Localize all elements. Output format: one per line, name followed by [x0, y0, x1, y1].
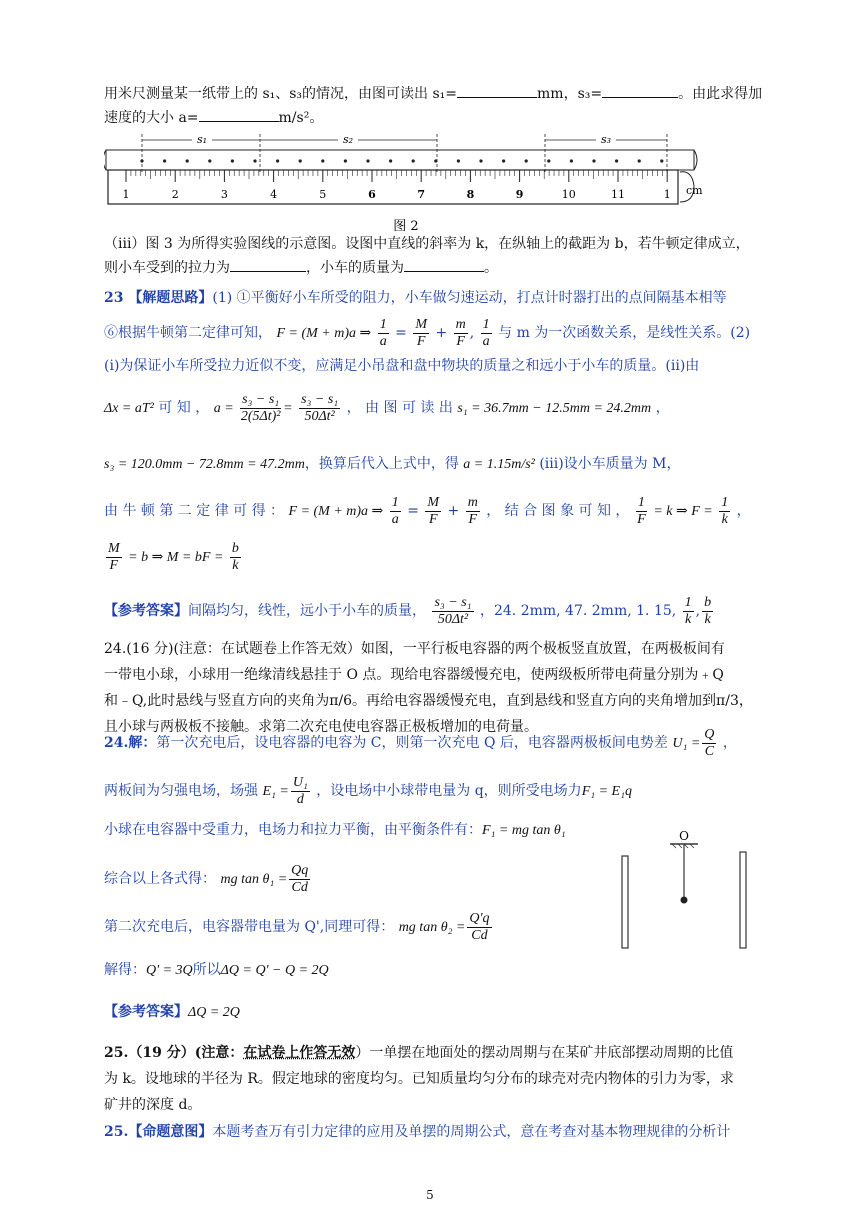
sol24-line5: 第二次充电后，电容器带电量为 Q',同理可得： mg tan θ₂ = $\frac{Q'q}{Cd}$: [104, 910, 490, 943]
ruler-label: 5: [319, 188, 327, 201]
eq-s3: s₃ = 120.0mm − 72.8mm = 47.2mm: [104, 457, 305, 472]
sol23-line4: Δx = aT² 可 知 ， a = $\frac{\text{s₃ − s₁}}{\text{2(5Δt)²}}$ = $\frac{\text{s₃ − s₁}}{\text{50Δt²}}$ ， 由 图 可 读 出 s₁ = 36.7mm − 12.5mm = 24.2mm ，: [104, 391, 670, 424]
tape-dot: [570, 159, 573, 162]
blank-mass: [404, 257, 484, 272]
ruler-label: 6: [368, 188, 376, 201]
sol24-s2a: 两板间为匀强电场，场强: [104, 783, 258, 799]
sol23-p5b: ，换算后代入上式中，得: [304, 456, 464, 472]
ruler-label: 10: [561, 188, 576, 201]
ans23-1: 间隔均匀，线性，远小于小车的质量，: [188, 603, 426, 619]
tape-dot: [389, 159, 392, 162]
unit-cm: cm: [686, 184, 703, 197]
tape-dot: [638, 159, 641, 162]
sol23-answer: 【参考答案】间隔均匀，线性，远小于小车的质量， $\frac{\text{s₃ − s₁}}{\text{50Δt²}}$ ，24. 2mm, 47. 2mm, 1. 15, $\frac{1}{k}$ , $\frac{b}{k}$: [104, 594, 712, 627]
sol24-s6a: 解得：: [104, 962, 146, 978]
q22-unit: m/s²。: [278, 110, 324, 126]
q25-l3: 矿井的深度 d。: [104, 1097, 202, 1113]
tape-dot: [457, 159, 460, 162]
sol23-line3: [104, 354, 780, 378]
q22-iii-2c: 。: [484, 260, 498, 276]
figure-caption: 图 2: [393, 219, 419, 234]
ans23-2: ，24. 2mm, 47. 2mm, 1. 15,: [479, 603, 677, 619]
sol25-text: 本题考查万有引力定律的应用及单摆的周期公式，意在考查对基本物理规律的分析计: [212, 1124, 731, 1140]
ruler-ticks: [126, 170, 667, 182]
eq-f1: F₁ = mg tan θ₁: [482, 823, 566, 838]
q24-l4: 且小球与两极板不接触。求第二次充电使电容器正极板增加的电荷量。: [104, 719, 538, 735]
eq-a: a = 1.15m/s²: [463, 457, 535, 472]
eq-newton-2: F = (M + m)a ⇒: [288, 504, 384, 519]
q22-iii-2b: ，小车的质量为: [306, 260, 404, 276]
tape-dot: [344, 159, 347, 162]
q22-mm: mm，s₃=: [537, 86, 603, 102]
tape-dot: [231, 159, 234, 162]
eq-k: = k ⇒ F =: [653, 504, 713, 519]
sol24-s3: 小球在电容器中受重力，电场力和拉力平衡，由平衡条件有：: [104, 822, 482, 838]
sol23-p3: (i)为保证小车所受拉力近似不变，应满足小吊盘和盘中物块的质量之和远小于小车的质量。(ii)由: [104, 358, 700, 374]
sol24-s2b: ，设电场中小球带电量为 q，则所受电场力: [316, 783, 582, 799]
sol24-line6: [104, 958, 780, 983]
sol24-s6c: 所以: [192, 962, 221, 978]
sol24-line1: 24.解：第一次充电后，设电容器的电容为 C，则第一次充电 Q 后，电容器两极板间电势差 U₁ = $\frac{Q}{C}$ ，: [104, 726, 737, 759]
ruler-labels: [123, 188, 671, 201]
sol24-head: 24.解：: [104, 735, 157, 751]
sol23-line6: 由 牛 顿 第 二 定 律 可 得 ： F = (M + m)a ⇒ $\frac{1}{a}$ = $\frac{M}{F}$ + $\frac{m}{F}$ ， 结 合 图 象 可 知 ， $\frac{1}{F}$ = k ⇒ F = $\frac{1}{k}$ ，: [104, 494, 751, 527]
tape-dot: [163, 159, 166, 162]
tape-dot: [525, 159, 528, 162]
q22-iii: [104, 232, 780, 280]
sol23-p6c: ， 结 合 图 象 可 知 ，: [486, 503, 630, 519]
ruler-label: 2: [171, 188, 179, 201]
q22-iii-line1: （iii）图 3 为所得实验图线的示意图。设图中直线的斜率为 k，在纵轴上的截距为 b，若牛顿定律成立，: [104, 236, 750, 252]
q24-l2: 一带电小球，小球用一绝缘清线悬挂于 O 点。现给电容器缓慢充电，使两级板所带电荷量分别为﹢Q: [104, 667, 724, 683]
tape-dot: [253, 159, 256, 162]
sol24-line2: 两板间为匀强电场，场强 E₁ = $\frac{\text{U₁}}{d}$ ，设电场中小球带电量为 q，则所受电场力F₁ = E₁q: [104, 774, 632, 807]
tape-dot: [186, 159, 189, 162]
eq-q-prime: Q' = 3Q: [146, 963, 193, 978]
ruler-label: 1: [122, 188, 130, 201]
sol23-p4c: ， 由 图 可 读 出: [346, 400, 458, 416]
sol24-s5: 第二次充电后，电容器带电量为 Q',同理可得：: [104, 919, 395, 935]
point-o-label: O: [679, 829, 689, 843]
sol23-line1: [104, 286, 780, 310]
eq-delta-q: ΔQ = Q' − Q = 2Q: [220, 963, 329, 978]
blank-s1: [457, 83, 537, 98]
s3-label: s₃: [600, 133, 612, 146]
ruler-label: 1: [663, 188, 671, 201]
q25-solution: [104, 1120, 780, 1144]
q25-text: [104, 1040, 780, 1118]
q22-text: [104, 82, 780, 130]
q22-iii-2a: 则小车受到的拉力为: [104, 260, 230, 276]
tape-dot: [479, 159, 482, 162]
tape-dot: [366, 159, 369, 162]
ans23-head: 【参考答案】: [104, 603, 188, 619]
sol23-line5: [104, 452, 780, 477]
sol25-head: 25.【命题意图】: [104, 1124, 213, 1140]
sol24-s4: 综合以上各式得：: [104, 871, 216, 887]
ruler-label: 9: [515, 188, 524, 201]
sol23-line7: $\frac{M}{F}$ = b ⇒ M = bF = $\frac{b}{k}$: [108, 540, 239, 573]
sol24-s1: 第一次充电后，设电容器的电容为 C，则第一次充电 Q 后，电容器两极板间电势差: [156, 735, 668, 751]
sol23-p2b: 与 m 为一次函数关系，是线性关系。(2): [498, 325, 751, 341]
eq-delta-x: Δx = aT²: [104, 401, 154, 416]
tape-dot: [615, 159, 618, 162]
tape-dot: [592, 159, 595, 162]
tape-dot: [299, 159, 302, 162]
q24-l3: 和﹣Q,此时悬线与竖直方向的夹角为π/6。再给电容器缓慢充电，直到悬线和竖直方向的夹角增加到π/3，: [104, 693, 753, 709]
sol23-p4b: 可 知 ，: [153, 400, 210, 416]
q22-line1-end: 。由此求得加: [678, 86, 763, 102]
tape-dot: [321, 159, 324, 162]
tape-dots: [140, 159, 663, 162]
eq-newton: F = (M + m)a ⇒: [276, 326, 372, 341]
q22-line1: 用米尺测量某一纸带上的 s₁、s₃的情况，由图可读出 s₁=: [104, 86, 458, 102]
q25-l2: 为 k。设地球的半径为 R。假定地球的密度均匀。已知质量均匀分布的球壳对壳内物体的引力为零，求: [104, 1071, 734, 1087]
tape-dot: [276, 159, 279, 162]
s2-label: s₂: [342, 133, 354, 146]
eq-b: = b ⇒ M = bF =: [128, 550, 224, 565]
sol24-line4: 综合以上各式得： mg tan θ₁ = $\frac{Qq}{Cd}$: [104, 862, 309, 895]
sol23-head: 23 【解题思路】: [104, 290, 213, 306]
s1-label: s₁: [196, 133, 208, 146]
tape-dot: [502, 159, 505, 162]
sol23-p5d: (iii)设小车质量为 M，: [534, 456, 681, 472]
sol23-line2: ⑥根据牛顿第二定律可知， F = (M + m)a ⇒ $\frac{1}{a}$ = $\frac{M}{F}$ + $\frac{m}{F}$ , $\frac{1}{a}$ 与 m 为一次函数关系，是线性关系。(2): [104, 316, 751, 349]
page-number: 5: [426, 1188, 434, 1202]
capacitor-figure: [618, 826, 758, 950]
ans24: ΔQ = 2Q: [188, 1005, 240, 1020]
q25-l1b: 在试卷上作答无效: [243, 1045, 356, 1061]
q22-line2: 速度的大小 a=: [104, 110, 199, 126]
tape-dot: [547, 159, 550, 162]
q25-l1c: ）一单摆在地面处的摆动周期与在某矿井底部摆动周期的比值: [355, 1045, 734, 1061]
tape-dot: [412, 159, 415, 162]
blank-a: [199, 107, 279, 122]
sol23-p6a: 由 牛 顿 第 二 定 律 可 得 ：: [104, 503, 285, 519]
blank-force: [230, 257, 306, 272]
ruler-label: 3: [220, 188, 228, 201]
ruler-label: 4: [270, 188, 278, 201]
eq-s1: s₁ = 36.7mm − 12.5mm = 24.2mm: [457, 401, 652, 416]
ruler-figure: [104, 132, 708, 236]
blank-s3: [602, 83, 678, 98]
tape-dot: [660, 159, 663, 162]
tape-dot: [208, 159, 211, 162]
sol24-answer: [104, 1000, 780, 1025]
sol23-p2a: ⑥根据牛顿第二定律可知，: [104, 325, 272, 341]
ruler-label: 8: [466, 188, 475, 201]
q24-l1: 24.(16 分)(注意：在试题卷上作答无效）如图，一平行板电容器的两个极板竖直放置，在两极板间有: [104, 641, 725, 657]
sol23-p1: (1) ①平衡好小车所受的阻力，小车做匀速运动，打点计时器打出的点间隔基本相等: [212, 290, 727, 306]
ruler-label: 7: [417, 188, 426, 201]
ans24-head: 【参考答案】: [104, 1004, 188, 1020]
ruler-label: 11: [611, 188, 625, 201]
q25-l1a: 25.（19 分）(注意：: [104, 1045, 244, 1061]
